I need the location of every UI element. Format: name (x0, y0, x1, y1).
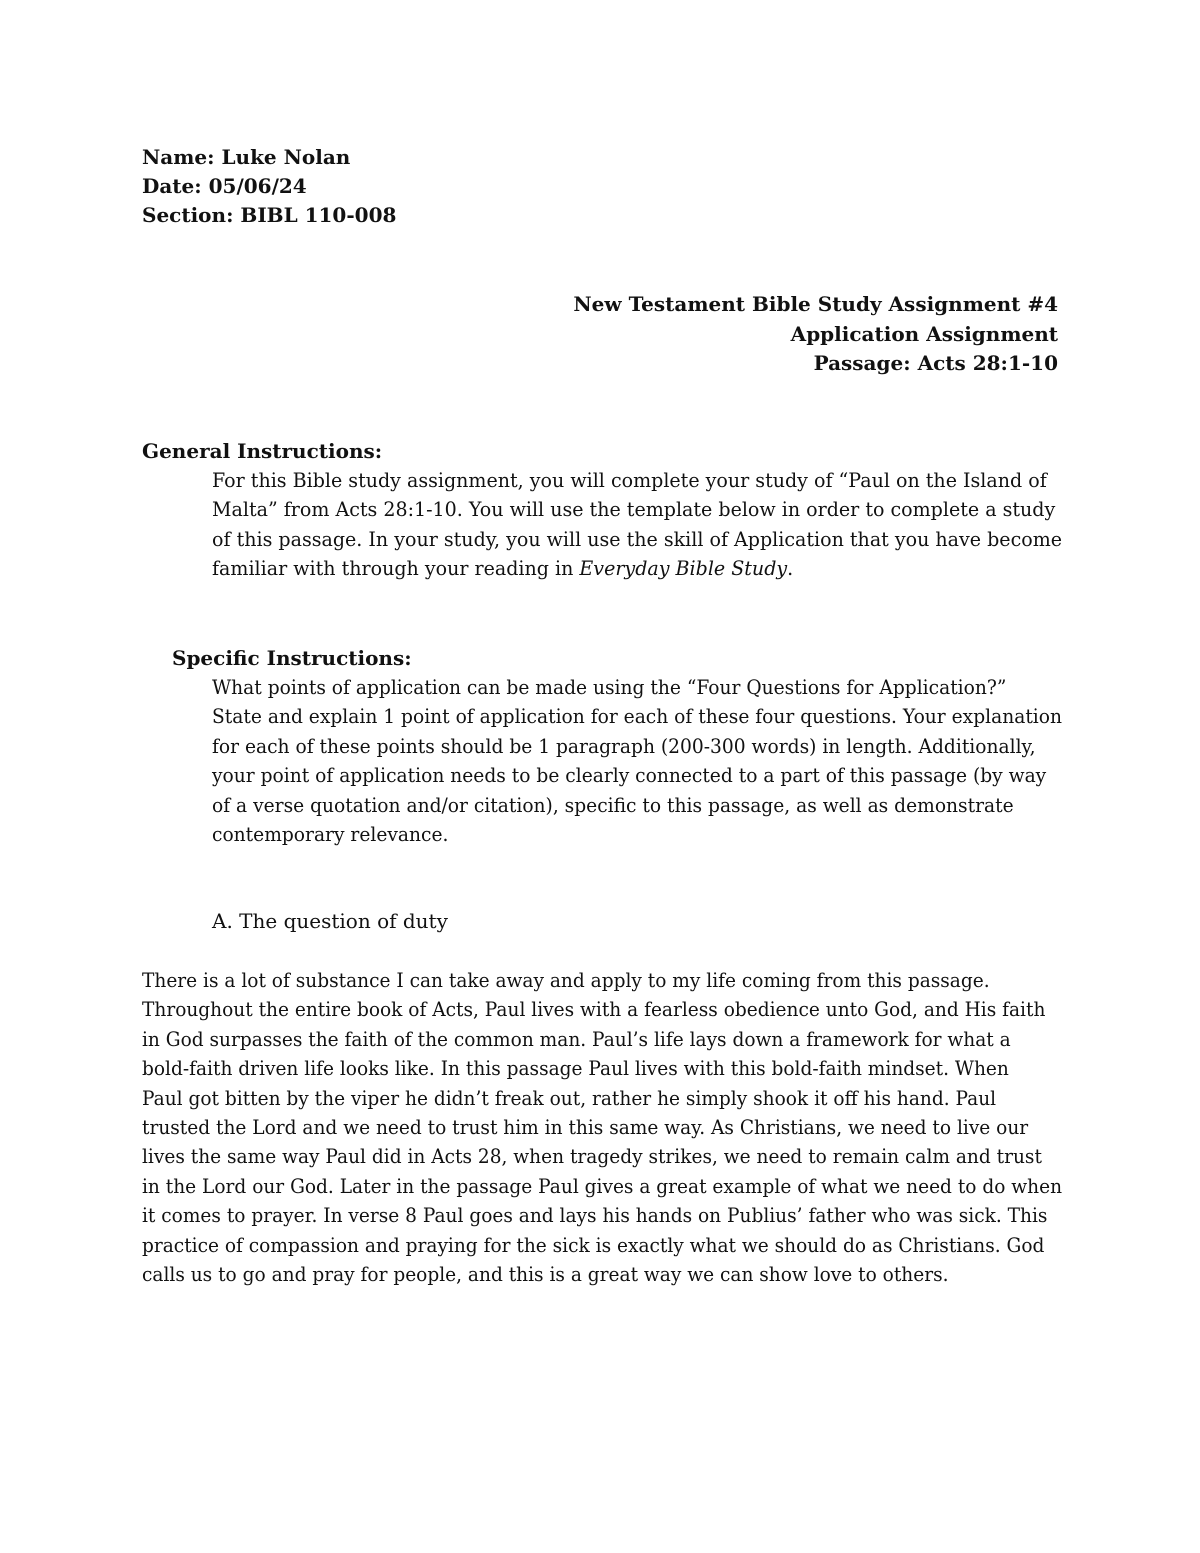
general-line-2: Malta” from Acts 28:1-10. You will use the template below in order to complete a study (212, 497, 1056, 522)
answer-line: There is a lot of substance I can take away and apply to my life coming from this passage. (142, 968, 990, 992)
answer-line: it comes to prayer. In verse 8 Paul goes and lays his hands on Publius’ father who was sick. This (142, 1203, 1048, 1228)
assignment-passage: Passage: Acts 28:1-10 (813, 351, 1058, 375)
assignment-type: Application Assignment (790, 322, 1058, 346)
answer-line: trusted the Lord and we need to trust him in this same way. As Christians, we need to live our (142, 1115, 1029, 1140)
general-line-4-prefix: familiar with through your reading in (212, 556, 580, 581)
general-line-3: of this passage. In your study, you will use the skill of Application that you have become (212, 526, 1063, 551)
assignment-title: New Testament Bible Study Assignment #4 (573, 292, 1058, 316)
specific-line-6: contemporary relevance. (212, 822, 449, 847)
student-name: Name: Luke Nolan (142, 145, 351, 169)
specific-line-3: for each of these points should be 1 paragraph (200-300 words) in length. Additionally, (212, 733, 1036, 758)
specific-instructions-heading: Specific Instructions: (172, 646, 412, 670)
answer-line: in God surpasses the faith of the common man. Paul’s life lays down a framework for what a (142, 1026, 1011, 1051)
general-instructions-body (212, 466, 1105, 584)
specific-line-4: your point of application needs to be clearly connected to a part of this passage (by way (212, 763, 1047, 788)
answer-line: Throughout the entire book of Acts, Paul lives with a fearless obedience unto God, and His faith (142, 997, 1046, 1022)
answer-line: bold-faith driven life looks like. In this passage Paul lives with this bold-faith mindset. When (142, 1056, 1009, 1081)
answer-line: in the Lord our God. Later in the passage Paul gives a great example of what we need to do when (142, 1173, 1063, 1198)
submission-date: Date: 05/06/24 (142, 174, 307, 198)
course-section: Section: BIBL 110-008 (142, 203, 397, 227)
general-line-4-suffix: . (787, 556, 794, 581)
specific-line-2: State and explain 1 point of application for each of these four questions. Your explanation (212, 704, 1063, 729)
answer-line: Paul got bitten by the viper he didn’t freak out, rather he simply shook it off his hand. Paul (142, 1085, 997, 1110)
general-line-4 (212, 554, 1062, 583)
answer-paragraph (142, 966, 1134, 1289)
specific-line-1: What points of application can be made using the “Four Questions for Application?” (212, 675, 1007, 699)
specific-line-5: of a verse quotation and/or citation), specific to this passage, as well as demonstrate (212, 792, 1014, 817)
question-a-heading: A. The question of duty (212, 909, 448, 933)
book-title: Everyday Bible Study (579, 556, 788, 581)
general-line-1: For this Bible study assignment, you will complete your study of “Paul on the Island of (212, 468, 1047, 492)
specific-instructions-body (212, 673, 1124, 849)
general-instructions-heading: General Instructions: (142, 439, 383, 463)
answer-line: practice of compassion and praying for the sick is exactly what we should do as Christians. God (142, 1232, 1045, 1257)
answer-line: lives the same way Paul did in Acts 28, when tragedy strikes, we need to remain calm and trust (142, 1144, 1042, 1169)
answer-line: calls us to go and pray for people, and this is a great way we can show love to others. (142, 1262, 949, 1287)
